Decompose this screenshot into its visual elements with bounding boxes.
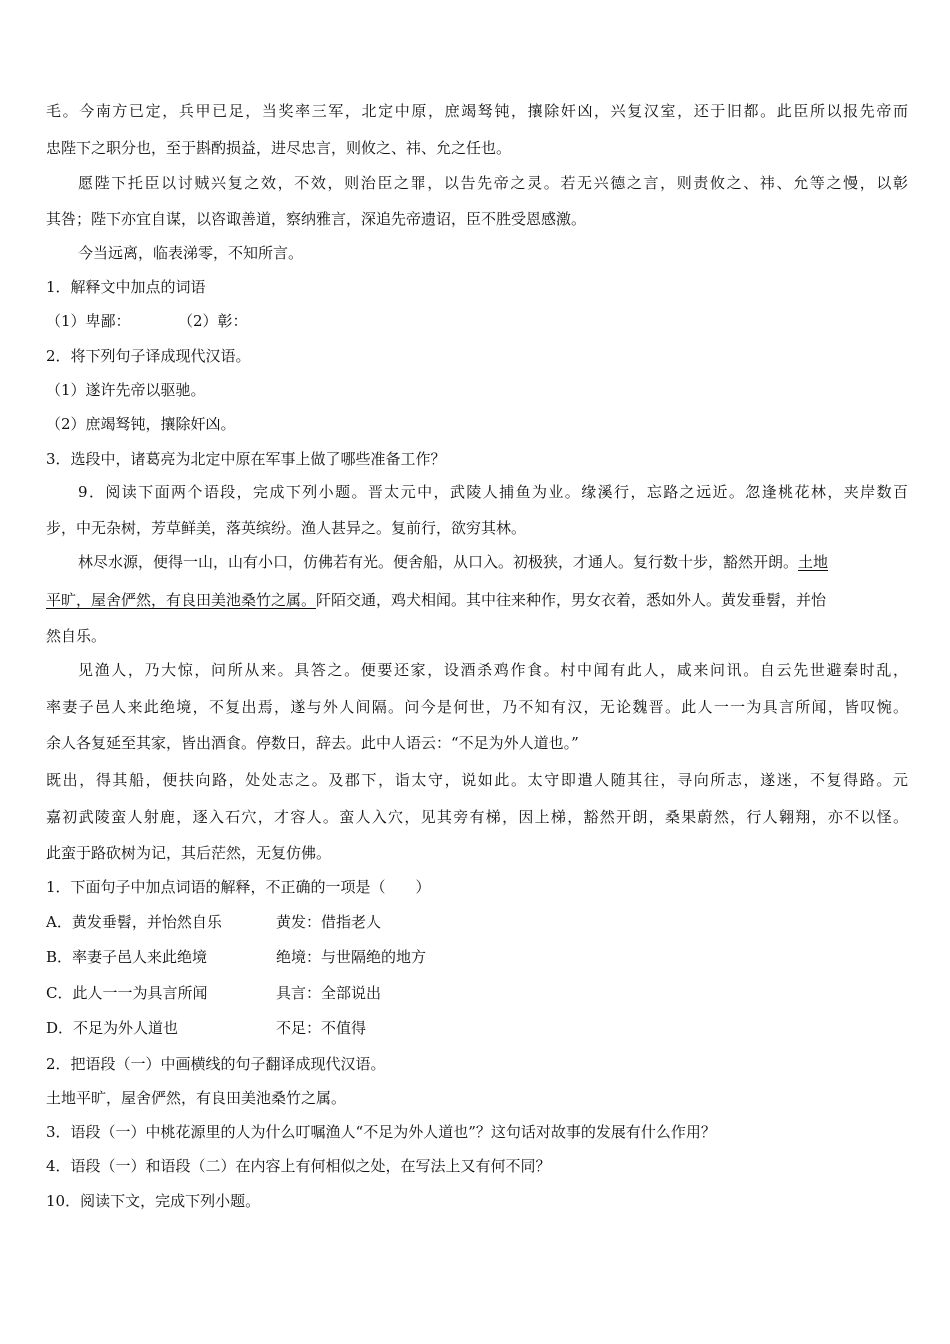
passage-a-line-2: 忠陛下之职分也，至于斟酌损益，进尽忠言，则攸之、祎、允之任也。 — [46, 139, 512, 157]
question-a-1: 1．解释文中加点的词语 — [46, 278, 206, 296]
question-a-3: 3．选段中，诸葛亮为北定中原在军事上做了哪些准备工作？ — [46, 450, 446, 468]
passage-b-p2-line-1-text: 林尽水源，便得一山，山有小口，仿佛若有光。便舍船，从口入。初极狭，才通人。复行数十步，豁然开朗。 — [78, 553, 799, 571]
passage-b-p3-line-3: 余人各复延至其家，皆出酒食。停数日，辞去。此中人语云：“不足为外人道也。” — [46, 734, 579, 752]
passage-a-line-4: 其咎；陛下亦宜自谋，以咨诹善道，察纳雅言，深追先帝遗诏，臣不胜受恩感激。 — [46, 210, 587, 228]
passage-b-p1-line-1: 9．阅读下面两个语段，完成下列小题。晋太元中，武陵人捕鱼为业。缘溪行，忘路之远近。忽逢桃花林，夹岸数百 — [78, 483, 908, 501]
passage-b-p2-line-3: 然自乐。 — [46, 627, 107, 645]
question-a-2-part-2: （2）庶竭驽钝，攘除奸凶。 — [46, 415, 236, 433]
passage-a-line-3: 愿陛下托臣以讨贼兴复之效，不效，则治臣之罪，以告先帝之灵。若无兴德之言，则责攸之、祎、允等之慢，以彰 — [78, 174, 908, 192]
question-a-2-part-1: （1）遂许先帝以驱驰。 — [46, 381, 206, 399]
question-b-4: 4．语段（一）和语段（二）在内容上有何相似之处，在写法上又有何不同？ — [46, 1157, 551, 1175]
underlined-sentence-end: 平旷，屋舍俨然，有良田美池桑竹之属。 — [46, 591, 317, 609]
option-d-label: D．不足为外人道也 — [46, 1019, 179, 1037]
passage-b-p2-line-1 — [78, 552, 908, 572]
passage-a-line-5: 今当远离，临表涕零，不知所言。 — [78, 244, 304, 262]
next-item-heading: 10．阅读下文，完成下列小题。 — [46, 1192, 261, 1210]
question-a-1-part-1: （1）卑鄙： — [46, 312, 131, 330]
option-b-gloss: 绝境：与世隔绝的地方 — [276, 948, 427, 966]
passage-a-line-1: 毛。今南方已定，兵甲已足，当奖率三军，北定中原，庶竭驽钝，攘除奸凶，兴复汉室，还于旧都。此臣所以报先帝而 — [46, 102, 908, 120]
passage-b-p3-line-2: 率妻子邑人来此绝境，不复出焉，遂与外人间隔。问今是何世，乃不知有汉，无论魏晋。此人一一为具言所闻，皆叹惋。 — [46, 698, 908, 716]
underlined-sentence-start: 土地 — [798, 553, 829, 571]
question-a-2: 2．将下列句子译成现代汉语。 — [46, 347, 251, 365]
option-c-label: C．此人一一为具言所闻 — [46, 984, 208, 1002]
question-a-1-part-2: （2）彰： — [178, 312, 248, 330]
option-d-gloss: 不足：不值得 — [276, 1019, 367, 1037]
question-b-3: 3．语段（一）中桃花源里的人为什么叮嘱渔人“不足为外人道也”？这句话对故事的发展有什么作用？ — [46, 1123, 716, 1141]
option-a-gloss: 黄发：借指老人 — [276, 913, 382, 931]
option-a-label: A．黄发垂髫，并怡然自乐 — [46, 913, 222, 931]
question-b-2: 2．把语段（一）中画横线的句子翻译成现代汉语。 — [46, 1055, 386, 1073]
passage-b-p2-line-2-text: 阡陌交通，鸡犬相闻。其中往来种作，男女衣着，悉如外人。黄发垂髫，并怡 — [316, 591, 827, 609]
option-c-gloss: 具言：全部说出 — [276, 984, 382, 1002]
question-b-2-sentence: 土地平旷，屋舍俨然，有良田美池桑竹之属。 — [46, 1089, 347, 1107]
passage-b-p2-line-2 — [46, 590, 908, 610]
passage-b-p3-line-1: 见渔人，乃大惊，问所从来。具答之。便要还家，设酒杀鸡作食。村中闻有此人，咸来问讯。自云先世避秦时乱， — [78, 661, 908, 679]
passage-c-line-2: 嘉初武陵蛮人射鹿，逐入石穴，才容人。蛮人入穴，见其旁有梯，因上梯，豁然开朗，桑果蔚然，行人翱翔，亦不以怪。 — [46, 808, 908, 826]
question-b-1: 1．下面句子中加点词语的解释，不正确的一项是（ ） — [46, 878, 431, 896]
passage-c-line-3: 此蛮于路砍树为记，其后茫然，无复仿佛。 — [46, 844, 332, 862]
passage-c-line-1: 既出，得其船，便扶向路，处处志之。及郡下，诣太守，说如此。太守即遣人随其往，寻向所志，遂迷，不复得路。元 — [46, 771, 908, 789]
passage-b-p1-line-2: 步，中无杂树，芳草鲜美，落英缤纷。渔人甚异之。复前行，欲穷其林。 — [46, 519, 527, 537]
option-b-label: B．率妻子邑人来此绝境 — [46, 948, 208, 966]
